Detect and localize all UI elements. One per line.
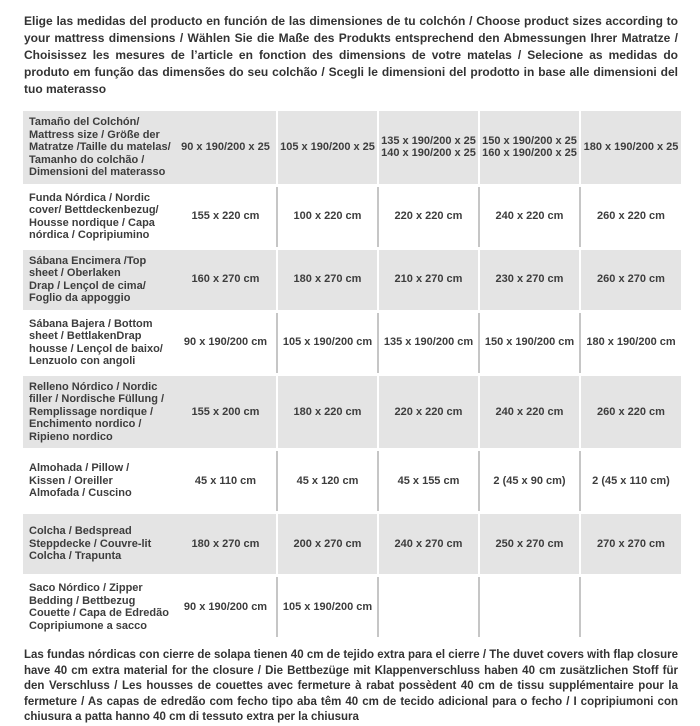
size-value	[579, 577, 681, 637]
size-value: 150 x 190/200 x 25 160 x 190/200 x 25	[478, 111, 579, 184]
size-value: 150 x 190/200 cm	[478, 313, 579, 373]
size-value: 260 x 220 cm	[579, 187, 681, 247]
size-value: 135 x 190/200 cm	[377, 313, 478, 373]
table-row	[23, 577, 681, 637]
table-row	[23, 111, 681, 184]
size-value: 105 x 190/200 cm	[276, 313, 377, 373]
row-label: Tamaño del Colchón/ Mattress size / Größe der Matratze /Taille du matelas/ Tamanho do colchão / Dimensioni del materasso	[23, 111, 175, 184]
size-value: 45 x 110 cm	[194, 474, 257, 487]
size-value: 180 x 220 cm	[276, 376, 377, 449]
footnote-text: Las fundas nórdicas con cierre de solapa tienen 40 cm de tejido extra para el cierre / The duvet covers with flap closure have 40 cm extra material for the closure / Die Bettbezüge mit Klappenverschluss haben 40 cm zusätzlichen Stoff für den Verschluss / Les housses de couettes avec fermeture à rabat possèdent 40 cm de tissu supplémentaire pour la fermeture / As capas de edredão com fecho tipo aba têm 40 cm de tecido adicional para o fecho / I copripiumoni con chiusura a patta hanno 40 cm di tessuto extra per la chiusura	[24, 649, 678, 723]
table-row	[23, 187, 681, 247]
row-label: Sábana Encimera /Top sheet / Oberlaken Drap / Lençol de cima/ Foglio da appoggio	[23, 250, 175, 310]
row-label: Almohada / Pillow / Kissen / Oreiller Almofada / Cuscino	[29, 462, 132, 500]
size-value: 2 (45 x 110 cm)	[579, 451, 681, 511]
table-row	[23, 514, 681, 574]
intro-text: Elige las medidas del producto en función de las dimensiones de tu colchón / Choose product sizes according to your mattress dimensions / Wählen Sie die Maße des Produkts entsprechend den Abmessungen Ihrer Matratze / Choisissez les mesures de l’article en fonction des dimensions de votre matelas / Selecione as medidas do produto em função das dimensões do seu colchão / Scegli le dimensioni del prodotto in base alle dimensioni del tuo materasso	[24, 14, 678, 96]
size-value: 220 x 220 cm	[377, 187, 478, 247]
size-value: 90 x 190/200 cm	[183, 600, 268, 613]
size-value: 240 x 220 cm	[478, 376, 579, 449]
size-value: 210 x 270 cm	[377, 250, 478, 310]
row-label: Saco Nórdico / Zipper Bedding / Bettbezug Couette / Capa de Edredão Copripiumone a sacco	[29, 582, 169, 632]
size-value: 270 x 270 cm	[579, 514, 681, 574]
row-label: Sábana Bajera / Bottom sheet / BettlakenDrap housse / Lençol de baixo/ Lenzuolo con angoli	[29, 317, 163, 367]
size-table-body	[23, 111, 681, 637]
row-label: Relleno Nórdico / Nordic filler / Nordische Füllung / Remplissage nordique / Enchimento nordico / Ripieno nordico	[23, 376, 175, 449]
size-value: 180 x 270 cm	[175, 514, 276, 574]
size-value: 105 x 190/200 x 25	[276, 111, 377, 184]
size-value: 135 x 190/200 x 25 140 x 190/200 x 25	[377, 111, 478, 184]
size-value: 200 x 270 cm	[276, 514, 377, 574]
table-row	[23, 250, 681, 310]
size-value: 155 x 200 cm	[175, 376, 276, 449]
size-value: 45 x 155 cm	[377, 451, 478, 511]
size-value: 105 x 190/200 cm	[276, 577, 377, 637]
size-value: 180 x 190/200 x 25	[579, 111, 681, 184]
size-value: 230 x 270 cm	[478, 250, 579, 310]
size-value: 90 x 190/200 cm	[183, 336, 268, 349]
size-value: 2 (45 x 90 cm)	[478, 451, 579, 511]
size-value: 250 x 270 cm	[478, 514, 579, 574]
size-value: 45 x 120 cm	[276, 451, 377, 511]
table-row	[23, 376, 681, 449]
size-value: 155 x 220 cm	[191, 210, 260, 223]
size-value	[478, 577, 579, 637]
row-label: Colcha / Bedspread Steppdecke / Couvre-lit Colcha / Trapunta	[23, 514, 175, 574]
size-value: 160 x 270 cm	[175, 250, 276, 310]
table-row	[23, 313, 681, 373]
size-value: 260 x 220 cm	[579, 376, 681, 449]
size-value: 220 x 220 cm	[377, 376, 478, 449]
size-value	[377, 577, 478, 637]
row-label: Funda Nórdica / Nordic cover/ Bettdeckenbezug/ Housse nordique / Capa nórdica / Copripiumino	[29, 191, 159, 241]
size-value: 240 x 220 cm	[478, 187, 579, 247]
size-table	[23, 108, 681, 640]
table-row	[23, 451, 681, 511]
size-value: 100 x 220 cm	[276, 187, 377, 247]
size-value: 90 x 190/200 x 25	[175, 111, 276, 184]
size-value: 240 x 270 cm	[377, 514, 478, 574]
size-value: 180 x 190/200 cm	[579, 313, 681, 373]
size-value: 260 x 270 cm	[579, 250, 681, 310]
size-value: 180 x 270 cm	[276, 250, 377, 310]
